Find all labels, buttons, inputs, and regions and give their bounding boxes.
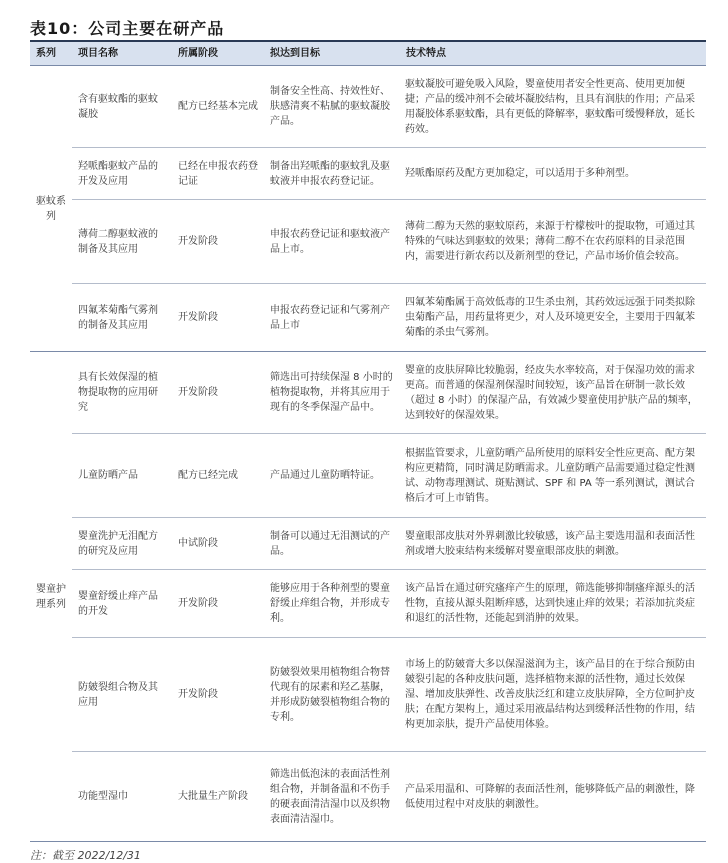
header-goal: 拟达到目标 [264,42,400,66]
header-row [30,42,706,66]
project-name: 羟哌酯驱蚊产品的开发及应用 [72,148,172,200]
table-row [30,148,706,200]
project-stage: 开发阶段 [172,200,264,284]
project-stage: 配方已经基本完成 [172,66,264,148]
project-goal: 筛选出低泡沫的表面活性剂组合物，并制备温和不伤手的硬表面清洁湿巾以及织物表面清洁湿巾。 [264,752,400,842]
table-title: 表10：公司主要在研产品 [30,19,225,38]
category-cell: 婴童护理系列 [30,352,72,842]
project-goal: 制备可以通过无泪测试的产品。 [264,518,400,570]
project-name: 儿童防晒产品 [72,434,172,518]
table-row [30,66,706,148]
project-feature: 市场上的防皴膏大多以保湿滋润为主，该产品目的在于综合预防由皴裂引起的各种皮肤问题，选择植物来源的活性物，通过长效保湿、增加皮肤弹性、改善皮肤泛红和建立皮肤屏障，全方位呵护皮肤；在配方架构上，通过采用液晶结构达到缓释活性物的作用，结构更加亲肤，提升产品使用体验。 [400,638,706,752]
header-features: 技术特点 [400,42,706,66]
project-feature: 婴童眼部皮肤对外界刺激比较敏感，该产品主要选用温和表面活性剂或增大胶束结构来缓解对婴童眼部皮肤的刺激。 [400,518,706,570]
project-goal: 筛选出可持续保湿 8 小时的植物提取物，并将其应用于现有的冬季保湿产品中。 [264,352,400,434]
project-stage: 开发阶段 [172,284,264,352]
project-name: 四氟苯菊酯气雾剂的制备及其应用 [72,284,172,352]
rd-products-table [30,42,706,842]
project-feature: 该产品旨在通过研究瘙痒产生的原理，筛选能够抑制瘙痒源头的活性物，直接从源头阻断痒感，达到快速止痒的效果；若添加抗炎症和退红的活性物，还能起到消肿的效果。 [400,570,706,638]
project-stage: 开发阶段 [172,638,264,752]
project-stage: 中试阶段 [172,518,264,570]
project-name: 具有长效保湿的植物提取物的应用研究 [72,352,172,434]
project-feature: 羟哌酯原药及配方更加稳定，可以适用于多种剂型。 [400,148,706,200]
table-row [30,638,706,752]
project-goal: 产品通过儿童防晒特证。 [264,434,400,518]
table-row [30,200,706,284]
project-feature: 薄荷二醇为天然的驱蚊原药，来源于柠檬桉叶的提取物，可通过其特殊的气味达到驱蚊的效果；薄荷二醇不在农药原料的目录范围内，需要进行新农药以及新剂型的登记，产品市场价值会较高。 [400,200,706,284]
project-feature: 驱蚊凝胶可避免吸入风险，婴童使用者安全性更高、使用更加便捷；产品的缓冲剂不会破坏凝胶结构，且具有润肤的作用；产品采用凝胶体系驱蚊酯，具有更低的降解率，驱蚊酯可缓慢释放，延长药效。 [400,66,706,148]
project-name: 婴童舒缓止痒产品的开发 [72,570,172,638]
project-goal: 制备安全性高、持效性好、肤感清爽不粘腻的驱蚊凝胶产品。 [264,66,400,148]
project-goal: 能够应用于各种剂型的婴童舒缓止痒组合物，并形成专利。 [264,570,400,638]
header-stage: 所属阶段 [172,42,264,66]
table-row [30,518,706,570]
project-stage: 配方已经完成 [172,434,264,518]
header-project-name: 项目名称 [72,42,172,66]
category-cell: 驱蚊系列 [30,66,72,352]
project-goal: 申报农药登记证和气雾剂产品上市 [264,284,400,352]
project-stage: 大批量生产阶段 [172,752,264,842]
project-feature: 产品采用温和、可降解的表面活性剂，能够降低产品的刺激性，降低使用过程中对皮肤的刺激性。 [400,752,706,842]
table-row [30,434,706,518]
project-goal: 制备出羟哌酯的驱蚊乳及驱蚊液并申报农药登记证。 [264,148,400,200]
project-stage: 已经在申报农药登记证 [172,148,264,200]
table-row [30,570,706,638]
project-name: 功能型湿巾 [72,752,172,842]
project-name: 婴童洗护无泪配方的研究及应用 [72,518,172,570]
table-row [30,284,706,352]
table-row [30,752,706,842]
project-stage: 开发阶段 [172,570,264,638]
project-stage: 开发阶段 [172,352,264,434]
table-row [30,352,706,434]
footnote: 注：截至 2022/12/31 [30,849,141,862]
project-name: 含有驱蚊酯的驱蚊凝胶 [72,66,172,148]
project-feature: 四氟苯菊酯属于高效低毒的卫生杀虫剂，其药效远远强于同类拟除虫菊酯产品，用药量将更少，对人及环境更安全，主要用于四氟苯菊酯的杀虫气雾剂。 [400,284,706,352]
header-series: 系列 [30,42,72,66]
project-goal: 防皴裂效果用植物组合物替代现有的尿素和羟乙基脲，并形成防皴裂植物组合物的专利。 [264,638,400,752]
project-feature: 根据监管要求，儿童防晒产品所使用的原料安全性应更高、配方架构应更精简，同时满足防晒需求。儿童防晒产品需要通过稳定性测试、动物毒理测试、斑贴测试、SPF 和 PA 等一系列测试，测试合格后才可上市销售。 [400,434,706,518]
project-name: 薄荷二醇驱蚊液的制备及其应用 [72,200,172,284]
project-goal: 申报农药登记证和驱蚊液产品上市。 [264,200,400,284]
project-name: 防皴裂组合物及其应用 [72,638,172,752]
project-feature: 婴童的皮肤屏障比较脆弱，经皮失水率较高，对于保湿功效的需求更高。而普通的保湿剂保湿时间较短，该产品旨在研制一款长效（超过 8 小时）的保湿产品，有效减少婴童使用护肤产品的频率，达到较好的保湿效果。 [400,352,706,434]
